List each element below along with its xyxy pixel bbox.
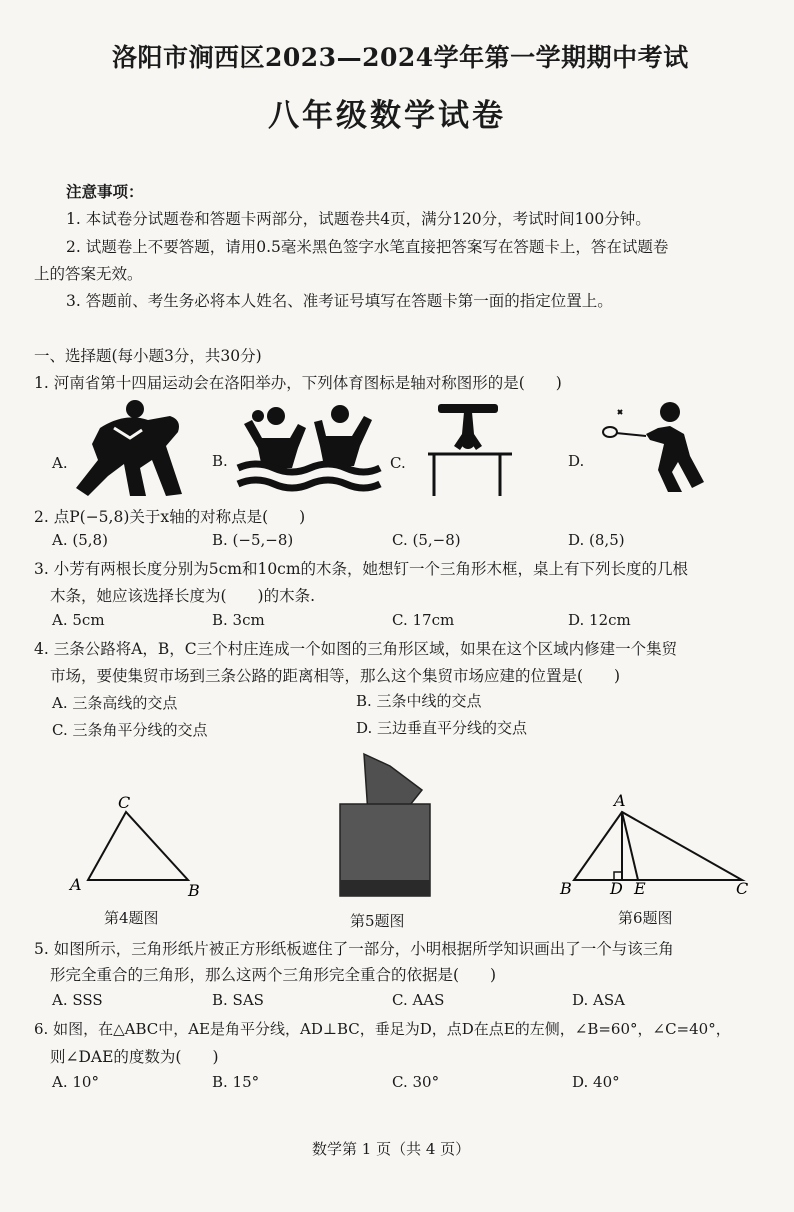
notice-item-2-cont: 上的答案无效。 (34, 265, 143, 283)
paper-subtitle: 八年级数学试卷 (268, 98, 506, 134)
q6-stem-line2: 则∠DAE的度数为( ) (50, 1048, 219, 1066)
q3-option-a: A. 5cm (52, 611, 105, 629)
q3-stem-line1: 3. 小芳有两根长度分别为5cm和10cm的木条，她想钉一个三角形木框，桌上有下列长度的几根 (34, 560, 689, 578)
page-footer: 数学第 1 页（共 4 页） (312, 1140, 471, 1158)
q2-option-a: A. (5,8) (52, 531, 108, 549)
q4-option-a: A. 三条高线的交点 (52, 694, 178, 712)
figure-5-caption: 第5题图 (350, 912, 405, 930)
water-polo-icon (236, 402, 380, 498)
q5-option-c: C. AAS (392, 991, 445, 1009)
q4-option-b: B. 三条中线的交点 (356, 692, 482, 710)
figure-5-covered-triangle (338, 752, 438, 902)
wrestling-icon (70, 398, 200, 498)
q2-option-b: B. (−5,−8) (212, 531, 294, 549)
figure-6-triangle (556, 790, 756, 902)
q3-option-d: D. 12cm (568, 611, 631, 629)
q1-stem: 1. 河南省第十四届运动会在洛阳举办，下列体育图标是轴对称图形的是( ) (34, 374, 562, 392)
figure-4-caption: 第4题图 (104, 909, 159, 927)
q5-option-b: B. SAS (212, 991, 264, 1009)
q6-option-a: A. 10° (52, 1073, 99, 1091)
q5-stem-line2: 形完全重合的三角形，那么这两个三角形完全重合的依据是( ) (50, 966, 497, 984)
fig6-label-c: C (736, 879, 749, 898)
q2-stem: 2. 点P(−5,8)关于x轴的对称点是( ) (34, 508, 306, 526)
fig4-label-a: A (70, 875, 82, 894)
q6-option-d: D. 40° (572, 1073, 620, 1091)
fig6-label-b: B (560, 879, 572, 898)
q4-stem-line1: 4. 三条公路将A，B，C三个村庄连成一个如图的三角形区域，如果在这个区域内修建一个集贸 (34, 640, 678, 658)
notice-item-1: 1. 本试卷分试题卷和答题卡两部分，试题卷共4页，满分120分，考试时间100分钟。 (66, 210, 651, 228)
notice-item-2: 2. 试题卷上不要答题，请用0.5毫米黑色签字水笔直接把答案写在答题卡上，答在试题卷 (66, 238, 669, 256)
q5-option-a: A. SSS (52, 991, 103, 1009)
fig4-label-c: C (118, 793, 131, 812)
section-heading: 一、选择题(每小题3分，共30分) (34, 347, 262, 365)
fig4-label-b: B (188, 881, 200, 900)
q6-option-b: B. 15° (212, 1073, 260, 1091)
fig6-label-d: D (610, 879, 623, 898)
q1-option-c-label: C. (390, 454, 406, 472)
parallel-bars-icon (420, 400, 520, 496)
notice-heading: 注意事项： (66, 182, 144, 201)
q1-option-b-label: B. (212, 452, 228, 470)
notice-item-3: 3. 答题前、考生务必将本人姓名、准考证号填写在答题卡第一面的指定位置上。 (66, 292, 613, 310)
fig6-label-e: E (634, 879, 646, 898)
figure-6-caption: 第6题图 (618, 909, 673, 927)
q3-stem-line2: 木条，她应该选择长度为( )的木条. (50, 587, 316, 605)
q5-stem-line1: 5. 如图所示，三角形纸片被正方形纸板遮住了一部分，小明根据所学知识画出了一个与该三角 (34, 940, 674, 958)
q1-option-d-label: D. (568, 452, 585, 470)
q5-option-d: D. ASA (572, 991, 625, 1009)
q4-stem-line2: 市场，要使集贸市场到三条公路的距离相等，那么这个集贸市场应建的位置是( ) (50, 667, 621, 685)
q2-option-c: C. (5,−8) (392, 531, 461, 549)
q1-option-a-label: A. (52, 454, 68, 472)
q2-option-d: D. (8,5) (568, 531, 625, 549)
q6-stem-line1: 6. 如图，在△ABC中，AE是角平分线，AD⊥BC，垂足为D，点D在点E的左侧，∠B=60°，∠C=40°， (34, 1020, 731, 1038)
badminton-icon (600, 400, 718, 492)
q4-option-c: C. 三条角平分线的交点 (52, 721, 208, 739)
q3-option-c: C. 17cm (392, 611, 455, 629)
q4-option-d: D. 三边垂直平分线的交点 (356, 719, 528, 737)
figure-4-triangle (60, 790, 220, 900)
q3-option-b: B. 3cm (212, 611, 265, 629)
fig6-label-a: A (614, 791, 626, 810)
q6-option-c: C. 30° (392, 1073, 440, 1091)
exam-title: 洛阳市涧西区2023—2024学年第一学期期中考试 (112, 43, 689, 72)
